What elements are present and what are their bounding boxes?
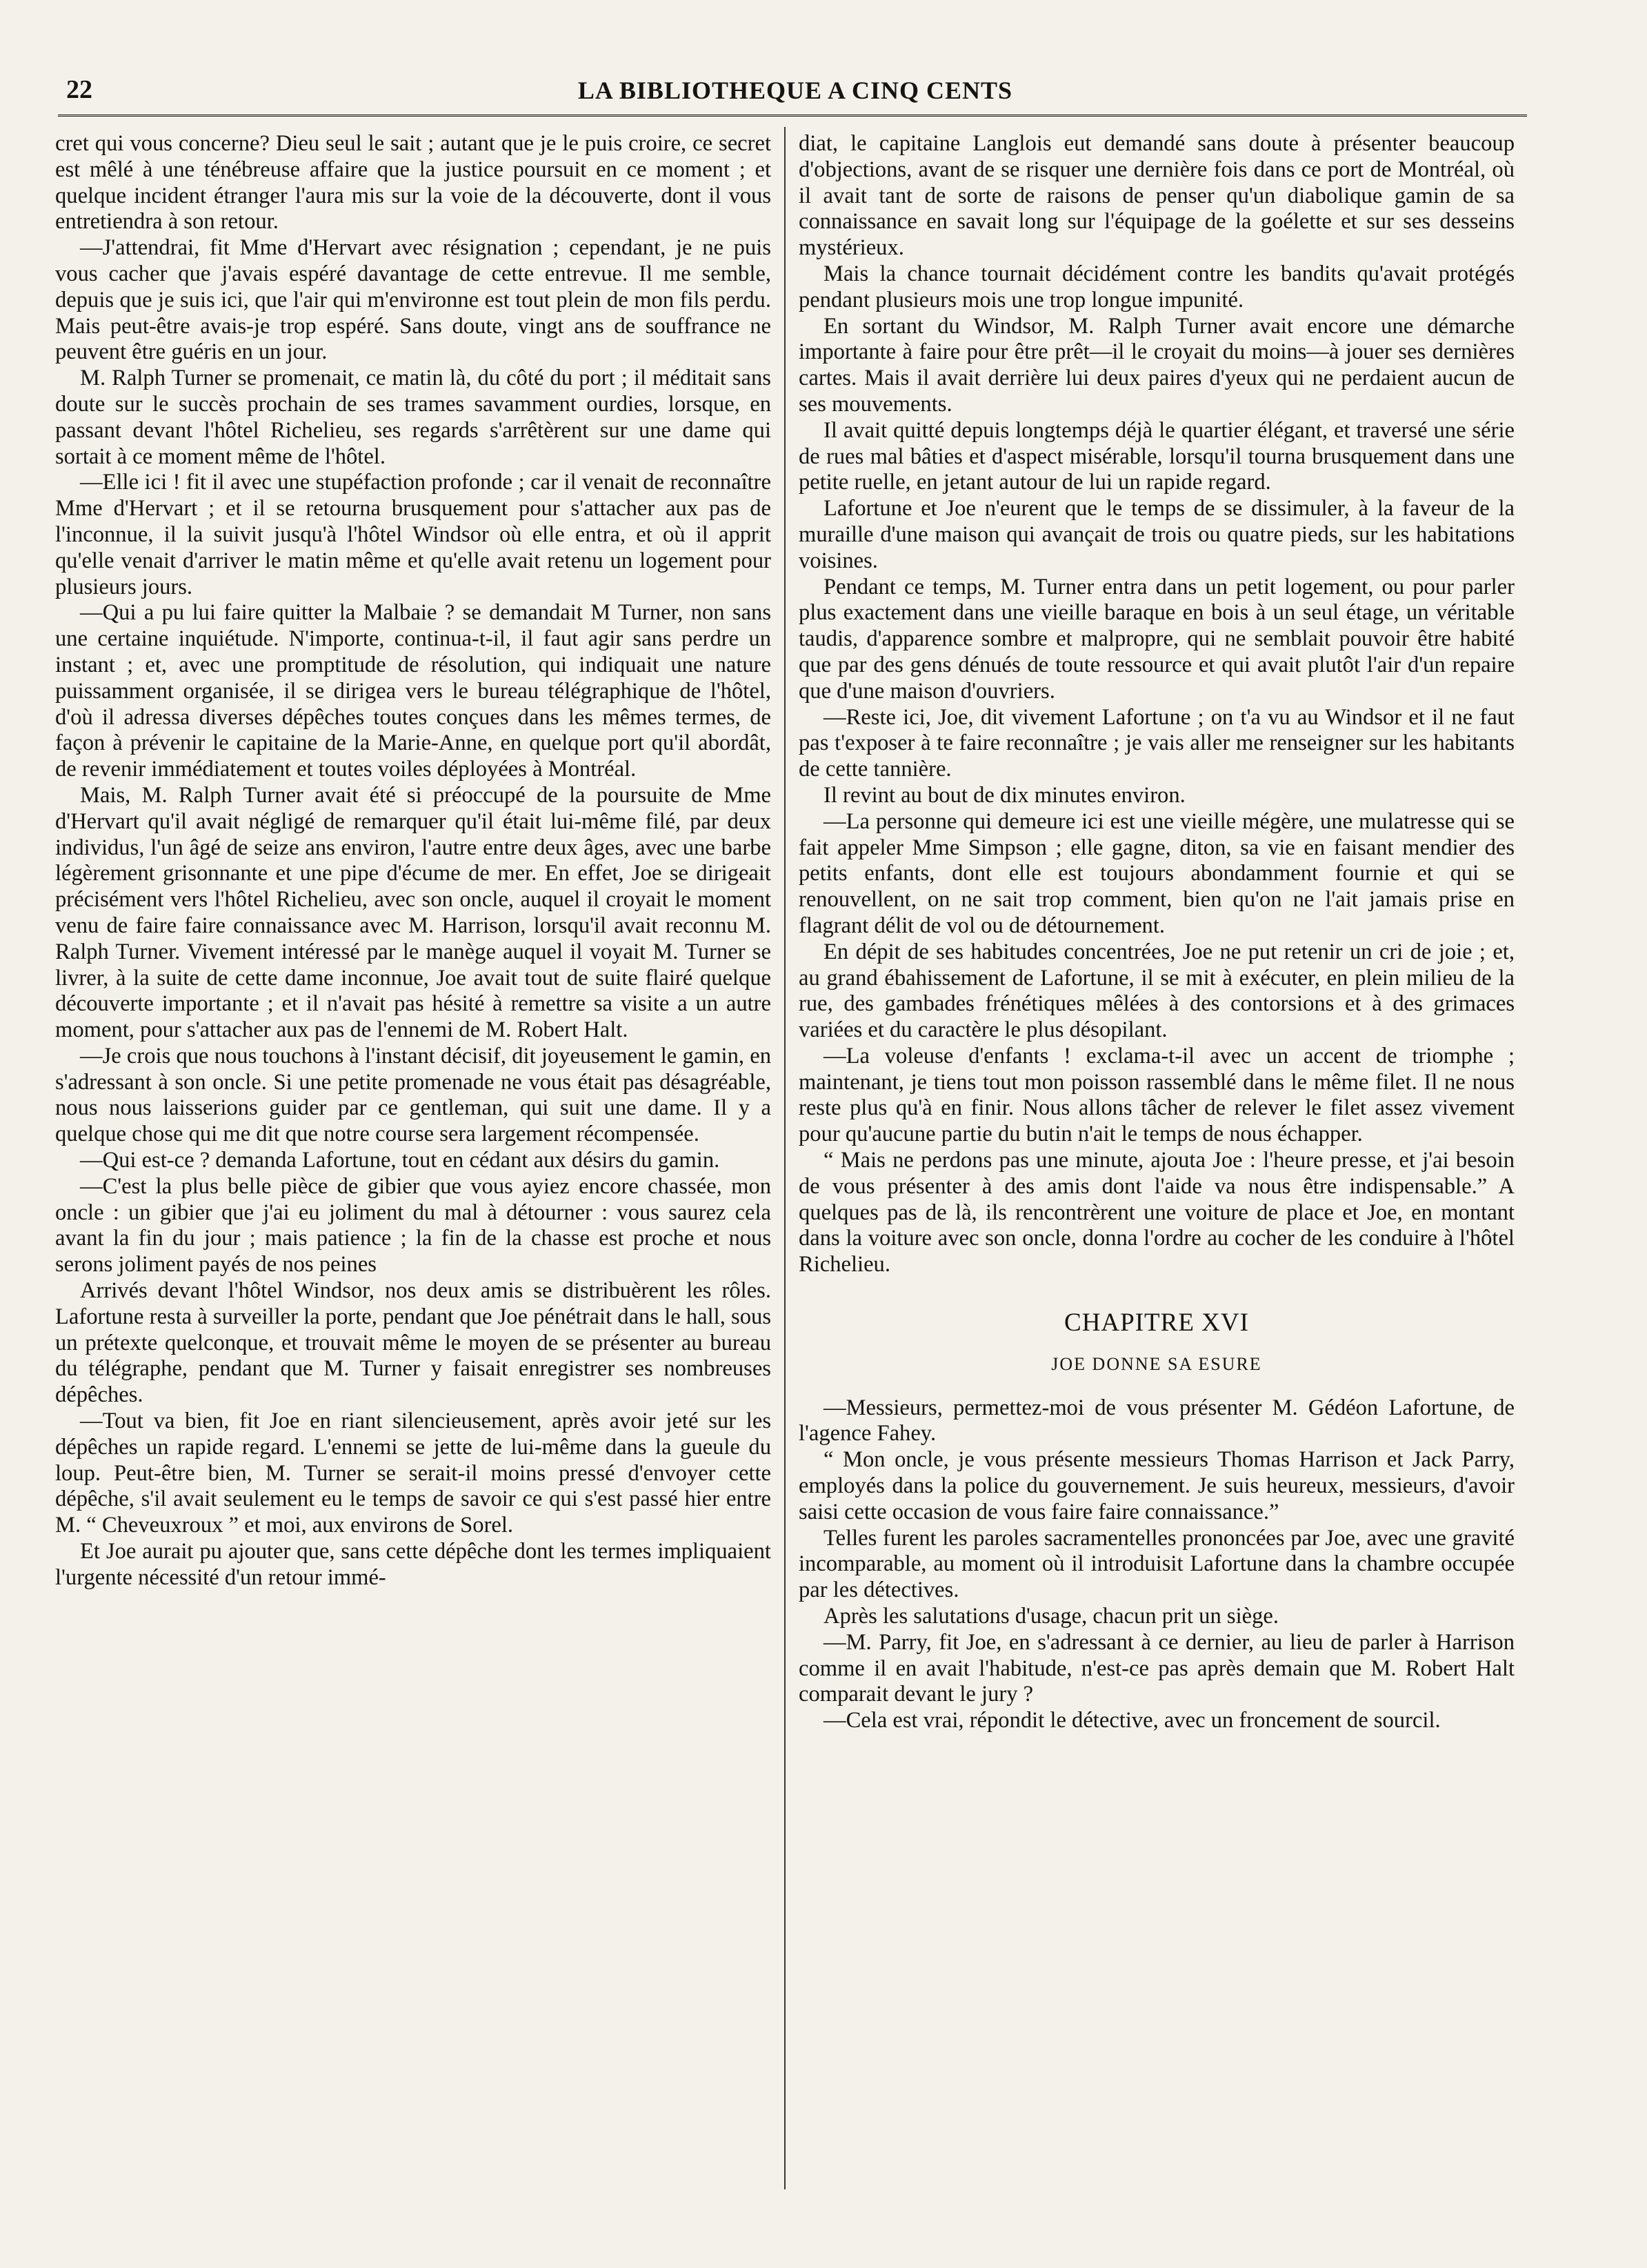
paragraph: Il revint au bout de dix minutes environ. bbox=[824, 782, 1186, 808]
header-rule bbox=[58, 115, 1527, 117]
right-column bbox=[799, 131, 1515, 1734]
paragraph: Pendant ce temps, M. Turner entra dans un petit logement, ou pour parler plus exactement dans une vieille baraque en bois à un seul étage, un véritable taudis, d'apparence sombre et malpropre, qui ne semblait pouvoir être habité que par des gens dénués de toute ressource et qui avait plutôt l'air d'un repaire que d'une maison d'ouvriers. bbox=[799, 574, 1515, 704]
left-column bbox=[55, 131, 771, 1591]
paragraph: —Cela est vrai, répondit le détective, avec un froncement de sourcil. bbox=[824, 1708, 1441, 1733]
chapter-title: CHAPITRE XVI bbox=[1064, 1309, 1249, 1337]
paragraph: Mais, M. Ralph Turner avait été si préoccupé de la poursuite de Mme d'Hervart qu'il avait négligé de remarquer qu'il était lui-même filé, par deux individus, l'un âgé de seize ans environ, l'autre entre deux âges, avec une barbe légèrement grisonnante et une pipe d'écume de mer. En effet, Joe se dirigeait précisément vers l'hôtel Richelieu, avec son oncle, auquel il croyait le moment venu de faire faire connaissance avec M. Harrison, lorsqu'il avait reconnu M. Ralph Turner. Vivement intéressé par le manège auquel il voyait M. Turner se livrer, à la suite de cette dame inconnue, Joe avait tout de suite flairé quelque découverte importante ; et il n'avait pas hésité à remettre sa visite a un autre moment, pour s'attacher aux pas de l'ennemi de M. Robert Halt. bbox=[55, 782, 771, 1043]
paragraph: —La personne qui demeure ici est une vieille mégère, une mulatresse qui se fait appeler Mme Simpson ; elle gagne, diton, sa vie en faisant mendier des petits enfants, dont elle est toujours abondamment fournie et qui se renouvellent, on ne sait trop comment, bien qu'on ne l'ait jamais prise en flagrant délit de vol ou de détournement. bbox=[799, 808, 1515, 938]
paragraph: —Je crois que nous touchons à l'instant décisif, dit joyeusement le gamin, en s'adressant à son oncle. Si une petite promenade ne vous était pas désagréable, nous nous laisserions guider par ce gentleman, qui suit une dame. Il y a quelque chose qui me dit que notre course sera largement récompensée. bbox=[55, 1043, 771, 1147]
paragraph: “ Mais ne perdons pas une minute, ajouta Joe : l'heure presse, et j'ai besoin de vous présenter à des amis dont l'aide va nous être indispensable.” A quelques pas de là, ils rencontrèrent une voiture de place et Joe, en montant dans la voiture avec son oncle, donna l'ordre au cocher de les conduire à l'hôtel Richelieu. bbox=[799, 1148, 1515, 1277]
paragraph: —C'est la plus belle pièce de gibier que vous ayiez encore chassée, mon oncle : un gibier que j'ai eu joliment du mal à détourner : vous saurez cela avant la fin du jour ; mais patience ; la fin de la chasse est proche et nous serons joliment payés de nos peines bbox=[55, 1173, 771, 1277]
paragraph: —J'attendrai, fit Mme d'Hervart avec résignation ; cependant, je ne puis vous cacher que j'avais espéré davantage de cette entrevue. Il me semble, depuis que je suis ici, que l'air qui m'environne est tout plein de mon fils perdu. Mais peut-être avais-je trop espéré. Sans doute, vingt ans de souffrance ne peuvent être guéris en un jour. bbox=[55, 235, 771, 365]
paragraph: “ Mon oncle, je vous présente messieurs Thomas Harrison et Jack Parry, employés dans la police du gouvernement. Je suis heureux, messieurs, d'avoir saisi cette occasion de vous faire faire connaissance.” bbox=[799, 1447, 1515, 1524]
paragraph: En sortant du Windsor, M. Ralph Turner avait encore une démarche importante à faire pour être prêt—il le croyait du moins—à jouer ses dernières cartes. Mais il avait derrière lui deux paires d'yeux qui ne perdaient aucun de ses mouvements. bbox=[799, 313, 1515, 417]
paragraph: Et Joe aurait pu ajouter que, sans cette dépêche dont les termes impliquaient l'urgente nécessité d'un retour immé- bbox=[55, 1539, 771, 1590]
column-divider bbox=[784, 127, 786, 2189]
paragraph: —M. Parry, fit Joe, en s'adressant à ce dernier, au lieu de parler à Harrison comme il en avait l'habitude, n'est-ce pas après demain que M. Robert Halt comparait devant le jury ? bbox=[799, 1629, 1515, 1707]
paragraph: —Messieurs, permettez-moi de vous présenter M. Gédéon Lafortune, de l'agence Fahey. bbox=[799, 1395, 1515, 1446]
paragraph: —Tout va bien, fit Joe en riant silencieusement, après avoir jeté sur les dépêches un rapide regard. L'ennemi se jette de lui-même dans la gueule du loup. Peut-être bien, M. Turner se serait-il moins pressé d'envoyer cette dépêche, s'il avait seulement eu le temps de savoir ce qui s'est passé hier entre M. “ Cheveuxroux ” et moi, aux environs de Sorel. bbox=[55, 1409, 771, 1538]
paragraph: —Reste ici, Joe, dit vivement Lafortune ; on t'a vu au Windsor et il ne faut pas t'exposer à te faire reconnaître ; je vais aller me renseigner sur les habitants de cette tannière. bbox=[799, 704, 1515, 782]
chapter-subtitle: JOE DONNE SA ESURE bbox=[1051, 1353, 1262, 1374]
paragraph: —Qui a pu lui faire quitter la Malbaie ? se demandait M Turner, non sans une certaine inquiétude. N'importe, continua-t-il, il faut agir sans perdre un instant ; et, avec une promptitude de résolution, qui indiquait une nature puissamment organisée, il se dirigea vers le bureau télégraphique de l'hôtel, d'où il adressa diverses dépêches toutes conçues dans les mêmes termes, de façon à prévenir le capitaine de la Marie-Anne, en quelque port qu'il abordât, de revenir immédiatement et toutes voiles déployées à Montréal. bbox=[55, 600, 771, 782]
paragraph: Mais la chance tournait décidément contre les bandits qu'avait protégés pendant plusieurs mois une trop longue impunité. bbox=[799, 261, 1515, 312]
paragraph: M. Ralph Turner se promenait, ce matin là, du côté du port ; il méditait sans doute sur le succès prochain de ses trames savamment ourdies, lorsque, en passant devant l'hôtel Richelieu, ses regards s'arrêtèrent sur une dame qui sortait à ce moment même de l'hôtel. bbox=[55, 366, 771, 469]
paragraph: Lafortune et Joe n'eurent que le temps de se dissimuler, à la faveur de la muraille d'une maison qui avançait de trois ou quatre pieds, sur les habitations voisines. bbox=[799, 496, 1515, 573]
running-title: LA BIBLIOTHEQUE A CINQ CENTS bbox=[577, 77, 1013, 104]
paragraph: —La voleuse d'enfants ! exclama-t-il avec un accent de triomphe ; maintenant, je tiens tout mon poisson rassemblé dans le même filet. Il ne nous reste plus qu'à en finir. Nous allons tâcher de relever le filet assez vivement pour qu'aucune partie du butin n'ait le temps de nous échapper. bbox=[799, 1043, 1515, 1147]
paragraph: En dépit de ses habitudes concentrées, Joe ne put retenir un cri de joie ; et, au grand ébahissement de Lafortune, il se mit à exécuter, en plein milieu de la rue, des gambades frénétiques mêlées à des contorsions et à des grimaces variées et du caractère le plus désopilant. bbox=[799, 939, 1515, 1043]
paragraph: —Qui est-ce ? demanda Lafortune, tout en cédant aux désirs du gamin. bbox=[80, 1148, 720, 1173]
paragraph: Il avait quitté depuis longtemps déjà le quartier élégant, et traversé une série de rues mal bâties et d'aspect misérable, lorsqu'il tourna brusquement dans une petite ruelle, en jetant autour de lui un rapide regard. bbox=[799, 417, 1515, 495]
paragraph: cret qui vous concerne? Dieu seul le sait ; autant que je le puis croire, ce secret est mêlé à une ténébreuse affaire que la justice poursuit en ce moment ; et quelque incident étranger l'aura mis sur la voie de la découverte, dont il vous entretiendra à son retour. bbox=[55, 131, 771, 235]
paragraph: —Elle ici ! fit il avec une stupéfaction profonde ; car il venait de reconnaître Mme d'Hervart ; et il se retourna brusquement pour s'attacher aux pas de l'inconnue, il la suivit jusqu'à l'hôtel Windsor où elle entra, et où il apprit qu'elle venait d'arriver le matin même et qu'elle avait retenu un logement pour plusieurs jours. bbox=[55, 470, 771, 599]
page-number: 22 bbox=[66, 75, 92, 104]
paragraph: Arrivés devant l'hôtel Windsor, nos deux amis se distribuèrent les rôles. Lafortune resta à surveiller la porte, pendant que Joe pénétrait dans le hall, sous un prétexte quelconque, et trouvait même le moyen de se présenter au bureau du télégraphe, pendant que M. Turner y faisait enregistrer ses nombreuses dépêches. bbox=[55, 1278, 771, 1408]
paragraph: diat, le capitaine Langlois eut demandé sans doute à présenter beaucoup d'objections, avant de se risquer une dernière fois dans ce port de Montréal, où il avait tant de sorte de raisons de penser qu'un diabolique gamin de sa connaissance en savait long sur l'équipage de la goélette et sur ses desseins mystérieux. bbox=[799, 131, 1515, 261]
page-header bbox=[61, 74, 1530, 113]
paragraph: Après les salutations d'usage, chacun prit un siège. bbox=[824, 1604, 1279, 1629]
paragraph: Telles furent les paroles sacramentelles prononcées par Joe, avec une gravité incomparable, au moment où il introduisit Lafortune dans la chambre occupée par les détectives. bbox=[799, 1525, 1515, 1603]
